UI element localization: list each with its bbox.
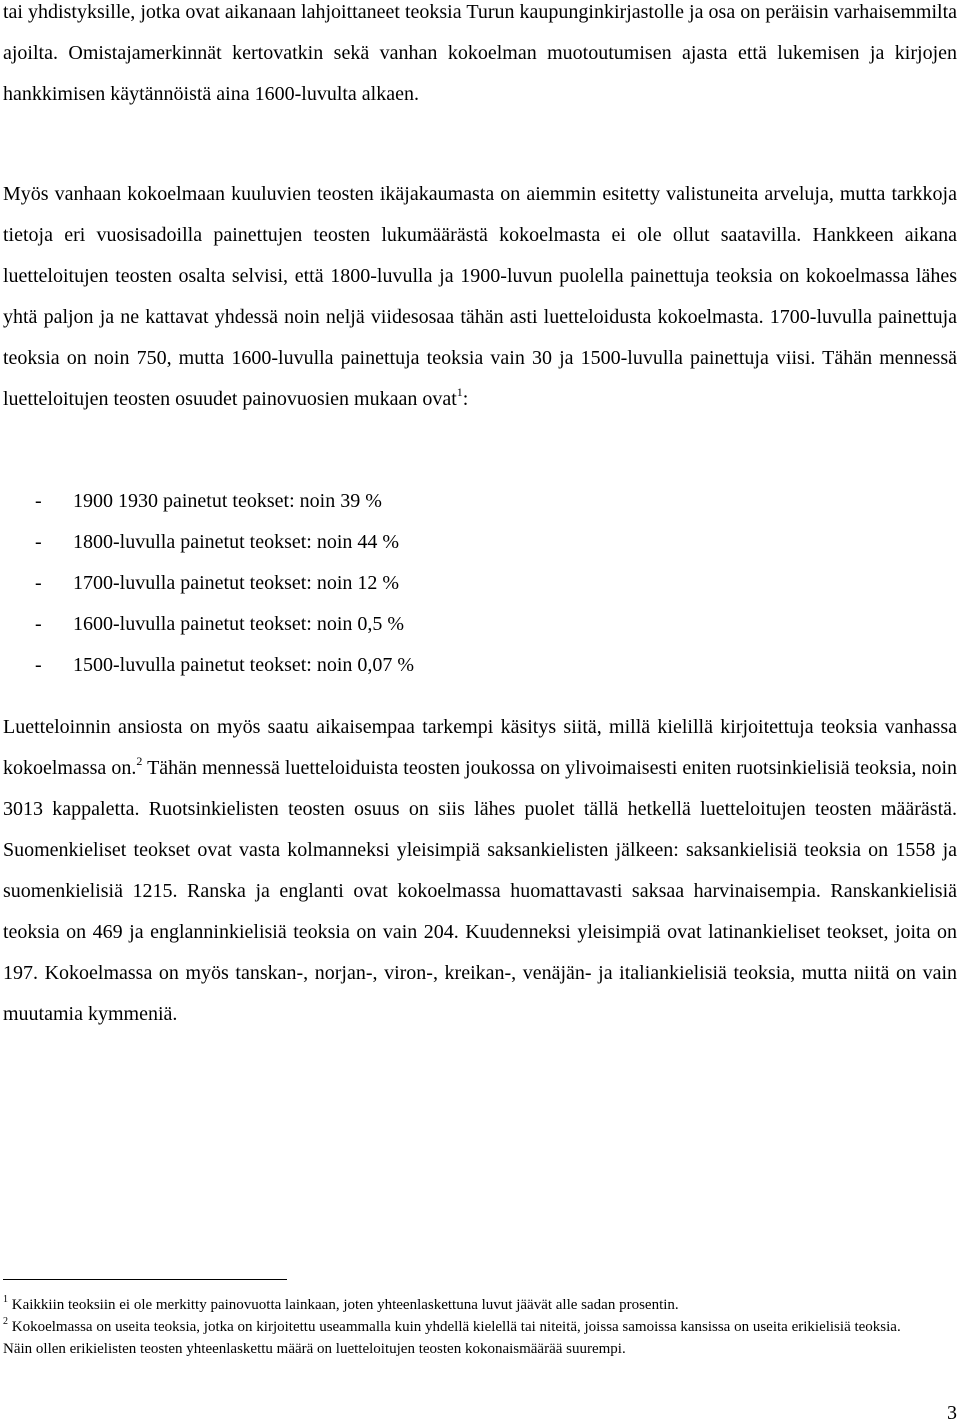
footnote-ref-1: 1 (456, 385, 463, 399)
paragraph-3 (3, 707, 957, 1035)
list-item-text: 1900 1930 painetut teokset: noin 39 % (73, 490, 382, 512)
list-item (3, 645, 414, 686)
list-item-text: 1800-luvulla painetut teokset: noin 44 % (73, 531, 400, 553)
list-dash: - (35, 531, 42, 553)
print-year-list (3, 481, 414, 686)
footnote-separator (3, 1279, 287, 1280)
list-dash: - (35, 572, 42, 594)
paragraph-1 (3, 0, 957, 115)
footnote-1-text: Kaikkiin teoksiin ei ole merkitty painovuotta lainkaan, joten yhteenlaskettuna luvut jäävät alle sadan prosentin. (8, 1297, 679, 1313)
footnote-2 (3, 1316, 928, 1360)
paragraph-3-text: Luetteloinnin ansiosta on myös saatu aikaisempaa tarkempi käsitys siitä, millä kielillä kirjoitettuja teoksia vanhassa kokoelmassa on. (3, 716, 957, 779)
list-item (3, 522, 414, 563)
paragraph-2 (3, 174, 957, 420)
paragraph-2-text: Myös vanhaan kokoelmaan kuuluvien teosten ikäjakaumasta on aiemmin esitetty valistuneita arveluja, mutta tarkkoja tietoja eri vuosisadoilla painettujen teosten lukumäärästä kokoelmasta ei ole ollut saatavilla. Hankkeen aikana luetteloitujen teosten osalta selvisi, että 1800-luvulla ja 1900-luvun puolella painettuja teoksia on kokoelmassa lähes yhtä paljon ja ne kattavat yhdessä noin neljä viidesosaa tähän asti luetteloidusta kokoelmasta. 1700-luvulla painettuja teoksia on noin 750, mutta 1600-luvulla painettuja teoksia vain 30 ja 1500-luvulla painettuja viisi. Tähän mennessä luetteloitujen teosten osuudet painovuosien mukaan ovat (3, 183, 957, 410)
footnotes (3, 1294, 928, 1360)
list-dash: - (35, 654, 42, 676)
list-item (3, 563, 414, 604)
paragraph-1-text: tai yhdistyksille, jotka ovat aikanaan lahjoittaneet teoksia Turun kaupunginkirjastolle ja osa on peräisin varhaisemmilta ajoilta. Omistajamerkinnät kertovatkin sekä vanhan kokoelman muotoutumisen ajasta että lukemisen ja kirjojen hankkimisen käytännöistä aina 1600-luvulta alkaen. (3, 1, 957, 105)
footnote-ref-2: 2 (136, 754, 143, 768)
page-number: 3 (947, 1402, 957, 1424)
list-dash: - (35, 490, 42, 512)
list-item-text: 1600-luvulla painetut teokset: noin 0,5 % (73, 613, 405, 635)
footnote-2-text: Kokoelmassa on useita teoksia, jotka on kirjoitettu useammalla kuin yhdellä kielellä tai niteitä, joissa samoissa kansissa on useita erikielisiä teoksia. Näin ollen erikielisten teosten yhteenlaskettu määrä on luetteloitujen teosten kokonaismäärää suurempi. (3, 1319, 901, 1357)
list-item-text: 1500-luvulla painetut teokset: noin 0,07 % (73, 654, 415, 676)
paragraph-2-end: : (462, 388, 469, 410)
list-item (3, 604, 414, 645)
footnote-2-mark: 2 (3, 1316, 8, 1327)
footnote-1 (3, 1294, 928, 1316)
paragraph-3-rest: Tähän mennessä luetteloiduista teosten joukossa on ylivoimaisesti eniten ruotsinkielisiä teoksia, noin 3013 kappaletta. Ruotsinkielisten teosten osuus on siis lähes puolet tällä hetkellä luetteloitujen teosten määrästä. Suomenkieliset teokset ovat vasta kolmanneksi yleisimpiä saksankielisten jälkeen: saksankielisiä teoksia on 1558 ja suomenkielisiä 1215. Ranska ja englanti ovat kokoelmassa huomattavasti saksaa harvinaisempia. Ranskankielisiä teoksia on 469 ja englanninkielisiä teoksia on vain 204. Kuudenneksi yleisimpiä ovat latinankieliset teokset, joita on 197. Kokoelmassa on myös tanskan-, norjan-, viron-, kreikan-, venäjän- ja italiankielisiä teoksia, mutta niitä on vain muutamia kymmeniä. (3, 757, 957, 1025)
footnote-1-mark: 1 (3, 1294, 8, 1305)
list-item (3, 481, 414, 522)
list-item-text: 1700-luvulla painetut teokset: noin 12 % (73, 572, 400, 594)
list-dash: - (35, 613, 42, 635)
